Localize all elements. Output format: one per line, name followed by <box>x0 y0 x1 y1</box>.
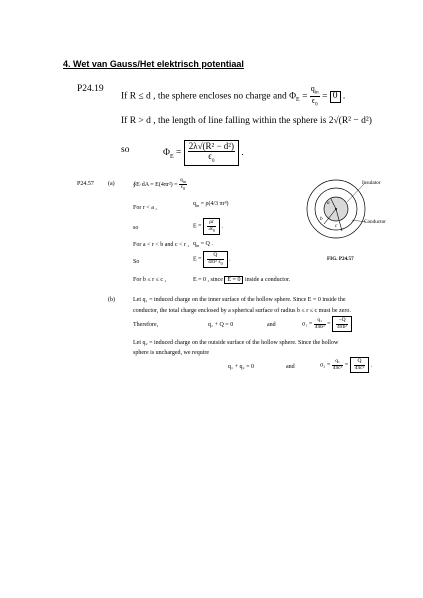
field-E: E = <box>193 256 202 263</box>
frac-num: −Q <box>336 318 348 325</box>
answer-box-region3: E = 0 <box>224 276 243 284</box>
frac-num: q <box>180 177 183 183</box>
figure-label-conductor: Conductor <box>364 219 386 225</box>
sigma2-symbol: σ₂ = <box>320 362 331 369</box>
answer-box-region2 <box>203 251 228 268</box>
problem-label-p2457: P24.57 <box>77 181 94 187</box>
sigma1-expression <box>302 316 352 332</box>
part-a-label: (a) <box>108 181 115 187</box>
answer-box-flux <box>184 140 239 166</box>
p2419-line1 <box>121 85 345 107</box>
frac-den: 4πr² ϵ <box>208 258 221 265</box>
equals-sign: = <box>302 91 308 102</box>
region3-condition: For b ≤ r ≤ c , <box>133 277 167 283</box>
frac-den: 4πb² <box>337 323 347 330</box>
period: . <box>370 362 373 369</box>
part-b-para1-line1: Let q₁ = induced charge on the inner surface of the hollow sphere. Since E = 0 inside the <box>133 297 346 303</box>
part-b-therefore: Therefore, <box>133 322 159 328</box>
frac-num: ρr <box>207 220 216 227</box>
region2-charge-rhs: = Q . <box>200 241 213 247</box>
region2-condition: For a < r < b and c < r , <box>133 242 189 248</box>
period: . <box>229 256 231 263</box>
part-b-label: (b) <box>108 297 115 303</box>
phi-symbol: Φ <box>163 148 170 159</box>
frac-den: ϵ <box>180 184 184 191</box>
region2-field <box>193 251 231 268</box>
flux-den-sub: 0 <box>211 158 215 164</box>
section-heading: 4. Wet van Gauss/Het elektrisch potentiaal <box>63 59 244 69</box>
frac-den-sub: 0 <box>183 186 186 192</box>
region1-charge <box>193 201 229 208</box>
qin-over-eps0 <box>310 85 320 107</box>
frac-num-sub: in <box>182 179 186 185</box>
equals-sign: = <box>176 148 182 159</box>
center-dot <box>335 208 337 210</box>
gauss-law-equation <box>133 178 187 191</box>
region2-so: So <box>133 259 140 265</box>
figure-label-c: c <box>335 223 338 229</box>
region1-field <box>193 218 223 235</box>
q-symbol: q <box>193 201 196 207</box>
frac-num: q₁ <box>332 359 344 366</box>
field-E: E = <box>193 223 202 230</box>
figure-label-b: b <box>320 216 323 222</box>
region3-text: E = 0 , since <box>193 277 223 283</box>
q-symbol: q <box>193 241 196 247</box>
frac-num: q₁ <box>314 318 326 325</box>
region1-condition: For r < a , <box>133 205 157 211</box>
p2419-line2: If R > d , the length of line falling within the sphere is 2√(R² − d²) <box>121 116 372 126</box>
equals-sign: = <box>322 91 328 102</box>
frac-den: 4πc² <box>332 364 343 371</box>
period: . <box>241 148 244 159</box>
p2419-line3 <box>163 140 244 166</box>
answer-box-region1 <box>203 218 220 235</box>
frac-den-sub: 0 <box>213 227 216 233</box>
figure-label-insulator: Insulator <box>362 180 381 186</box>
frac-num: q <box>310 84 315 93</box>
p2419-line3-so: so <box>121 145 130 155</box>
region3-end: inside a conductor. <box>244 277 291 283</box>
frac-num: Q <box>207 253 224 260</box>
frac-num: Q <box>354 359 366 366</box>
equals-sign: = <box>344 362 349 369</box>
frac-den: 4πb² <box>314 323 325 330</box>
region2-charge <box>193 241 213 248</box>
equals-sign: = <box>327 321 331 328</box>
p2419-line1-text: If R ≤ d , the sphere encloses no charge and Φ <box>121 91 297 102</box>
part-b-eq1: q₁ + Q = 0 <box>208 322 234 328</box>
flux-denominator: ϵ <box>208 151 212 161</box>
frac-num-sub: in <box>314 90 319 96</box>
frac-den: 4πc² <box>354 364 365 371</box>
part-b-and2: and <box>286 364 295 370</box>
figure-caption: FIG. P24.57 <box>327 256 354 262</box>
answer-box-zero: 0 <box>330 91 341 103</box>
period: . <box>342 91 346 102</box>
phi-subscript: E <box>169 153 174 160</box>
q-sub: in <box>196 243 200 249</box>
region1-charge-rhs: = ρ(4/3 πr³) <box>200 201 229 207</box>
frac-den-sub: 0 <box>315 102 318 108</box>
phi-subscript: E <box>296 97 300 104</box>
period: . <box>221 223 224 230</box>
frac-den: 3ϵ <box>208 225 214 232</box>
q-sub: in <box>196 203 200 209</box>
sigma2-expression <box>320 357 372 373</box>
part-b-and1: and <box>267 322 276 328</box>
flux-numerator: 2λ√(R² − d²) <box>188 141 235 151</box>
region3-field <box>193 276 290 284</box>
region1-so: so <box>133 225 139 231</box>
frac-den: ϵ <box>311 95 316 105</box>
frac-den-sub: 0 <box>220 260 223 266</box>
answer-box-sigma2 <box>350 357 370 373</box>
figure-label-a: a <box>327 200 330 206</box>
part-b-para2-line2: sphere is uncharged, we require <box>133 350 210 356</box>
problem-label-p2419: P24.19 <box>77 84 104 94</box>
part-b-para1-line2: conductor, the total charge enclosed by a spherical surface of radius b ≤ r ≤ c must be zero. <box>133 308 351 314</box>
sigma1-symbol: σ₁ = <box>302 321 313 328</box>
answer-box-sigma1 <box>332 316 352 332</box>
gauss-lhs: ∮E·dA = E(4πr²) = <box>133 181 178 188</box>
part-b-para2-line1: Let q₂ = induced charge on the outside surface of the hollow sphere. Since the hollow <box>133 340 339 346</box>
part-b-eq2: q₁ + q₂ = 0 <box>228 364 254 370</box>
